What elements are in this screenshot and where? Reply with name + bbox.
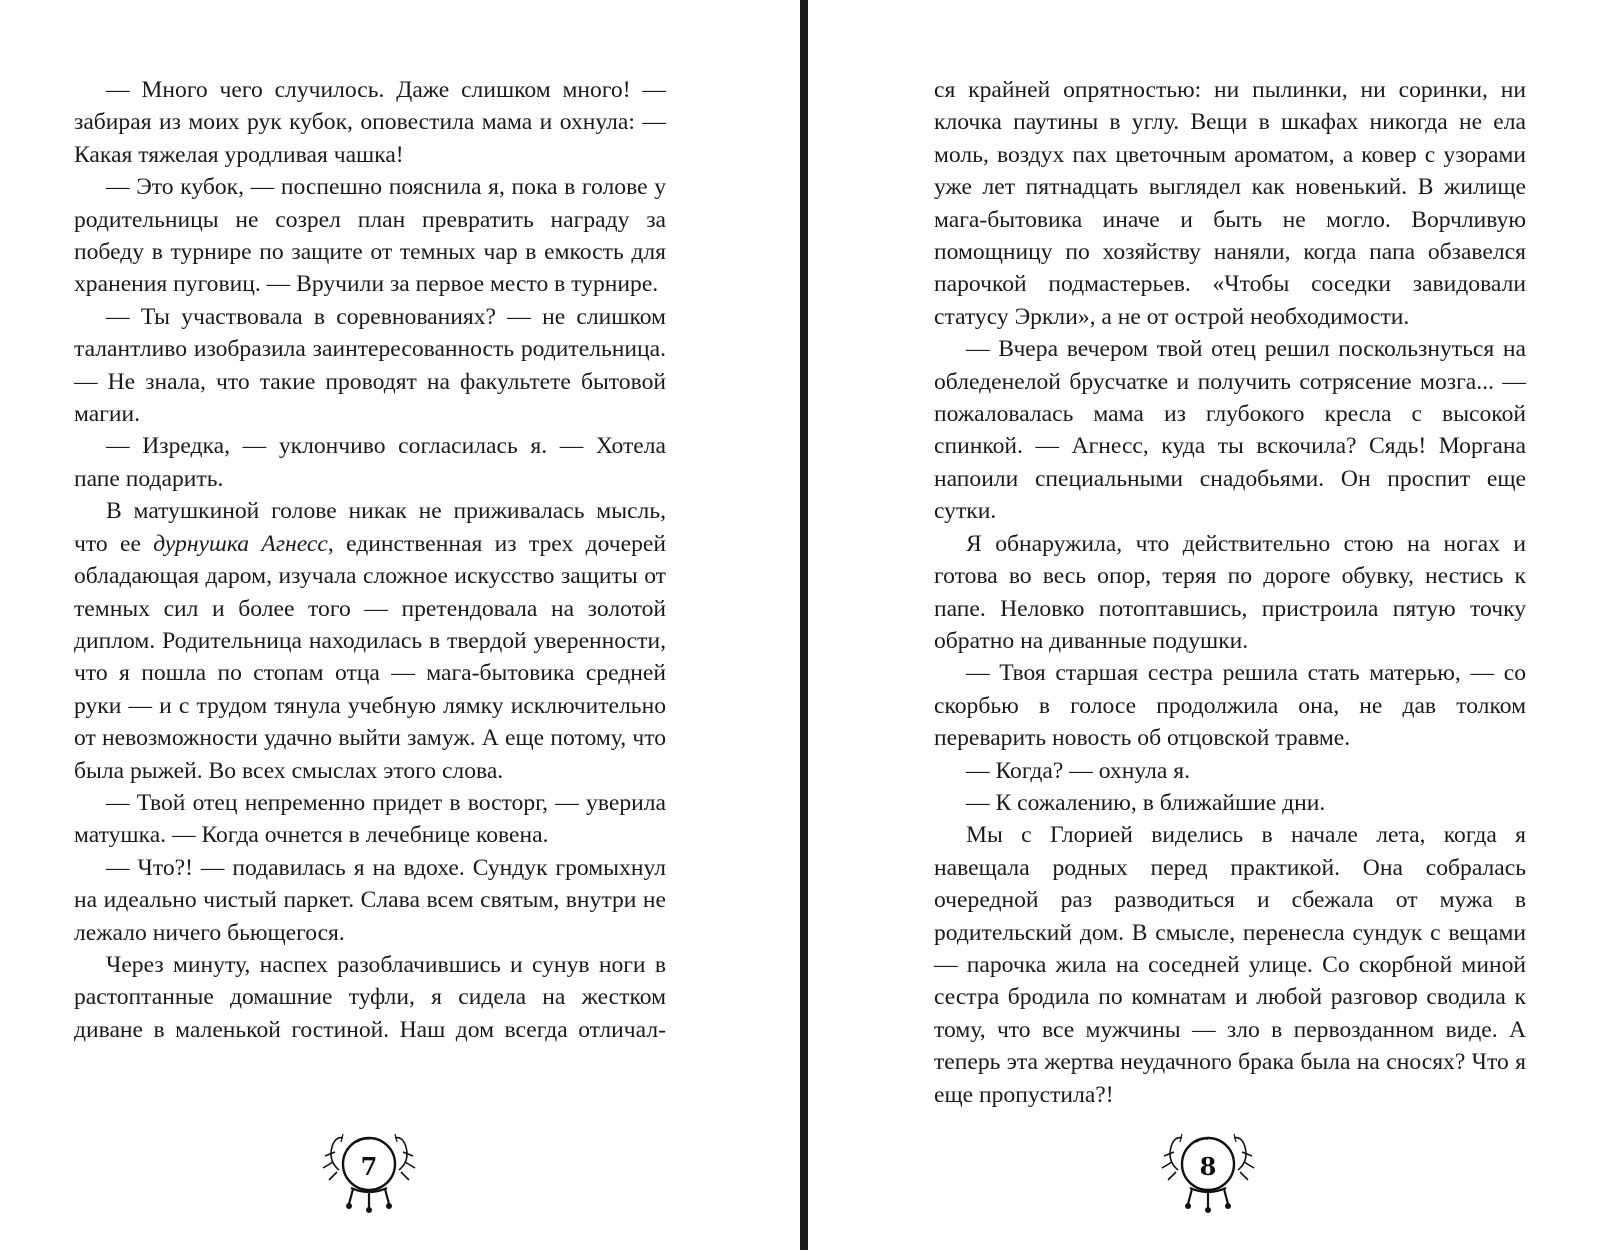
right-page [808, 0, 1604, 1250]
paragraph: — Много чего случилось. Даже слишком много! — забирая из моих рук кубок, оповестила мама и охнула: — Какая тяжелая уродливая чашка! [74, 77, 666, 168]
paragraph: — Что?! — подавилась я на вдохе. Сундук громыхнул на идеально чистый паркет. Слава всем святым, внутри не лежало ничего бьющегося. [74, 854, 666, 946]
left-page [0, 0, 800, 1250]
paragraph: — Вчера вечером твой отец решил поскользнуться на обледенелой брусчатке и получить сотрясение мозга... — пожаловалась мама из глубокого кресла с высокой спинкой. — Агнесс, куда ты вскочила? Сядь! Моргана напоили специальными снадобьями. Он проспит еще сутки. [934, 336, 1526, 525]
paragraph: — Твой отец непременно придет в восторг, — уверила матушка. — Когда очнется в лечебнице ковена. [74, 789, 666, 849]
paragraph: — Изредка, — уклончиво согласилась я. — Хотела папе подарить. [74, 433, 666, 492]
paragraph: Я обнаружила, что действительно стою на ногах и готова во весь опор, теряя по дороге обувку, нестись к папе. Неловко потоптавшись, пристроила пятую точку обратно на диванные подушки. [934, 530, 1526, 654]
paragraph-part: В матушкиной голове никак не приживалась мысль, что ее [74, 498, 666, 557]
paragraph: — К сожалению, в ближайшие дни. [966, 789, 1326, 816]
paragraph: Мы с Глорией виделись в начале лета, когда я навещала родных перед практикой. Она собралась очередной раз разводиться и сбежала от мужа в родительский дом. В смысле, перенесла сундук с вещами — парочка жила на соседней улице. Со скорбной миной сестра бродила по комнатам и любой разговор сводила к тому, что все мужчины — зло в первозданном виде. А теперь эта жертва неудачного брака была на сносях? Что я еще пропустила?! [934, 822, 1526, 1108]
italic-phrase: дурнушка Агнесс [153, 530, 328, 557]
page-number-ornament [319, 1122, 419, 1222]
left-page-text [74, 74, 666, 1046]
book-spine-divider [800, 0, 808, 1250]
page-number: 7 [360, 1152, 378, 1181]
page-number: 8 [1199, 1152, 1217, 1181]
paragraph: — Твоя старшая сестра решила стать матерью, — со скорбью в голосе продолжила она, не дав толком переварить новость об отцовской травме. [934, 660, 1526, 752]
paragraph: Через минуту, наспех разоблачившись и сунув ноги в растоптанные домашние туфли, я сидела на жестком диване в маленькой гостиной. Наш дом всегда отличал- [74, 951, 666, 1043]
paragraph: — Это кубок, — поспешно пояснила я, пока в голове у родительницы не созрел план превратить награду за победу в турнире по защите от темных чар в емкость для хранения пуговиц. — Вручили за первое место в турнире. [74, 174, 666, 298]
paragraph: — Когда? — охнула я. [966, 757, 1190, 784]
page-number-ornament [1158, 1122, 1258, 1222]
right-page-text [934, 74, 1526, 1111]
paragraph-part: , единственная из трех дочерей обладающая даром, изучала сложное искусство защиты от темных сил и более того — претендовала на золотой диплом. Родительница находилась в твердой уверенности, что я пошла по стопам отца — мага-бытовика средней руки — и с трудом тянула учебную лямку исключительно от невозможности удачно выйти замуж. А еще потому, что была рыжей. Во всех смыслах этого слова. [74, 530, 667, 784]
paragraph: ся крайней опрятностью: ни пылинки, ни соринки, ни клочка паутины в углу. Вещи в шкафах никогда не ела моль, воздух пах цветочным ароматом, а ковер с узорами уже лет пятнадцать выглядел как новенький. В жилище мага-бытовика иначе и быть не могло. Ворчливую помощницу по хозяйству наняли, когда папа обзавелся парочкой подмастерьев. «Чтобы соседки завидовали статусу Эркли», а не от острой необходимости. [934, 77, 1526, 330]
paragraph: — Ты участвовала в соревнованиях? — не слишком талантливо изобразила заинтересованность родительница. — Не знала, что такие проводят на факультете бытовой магии. [74, 303, 666, 428]
paragraph [74, 495, 666, 787]
